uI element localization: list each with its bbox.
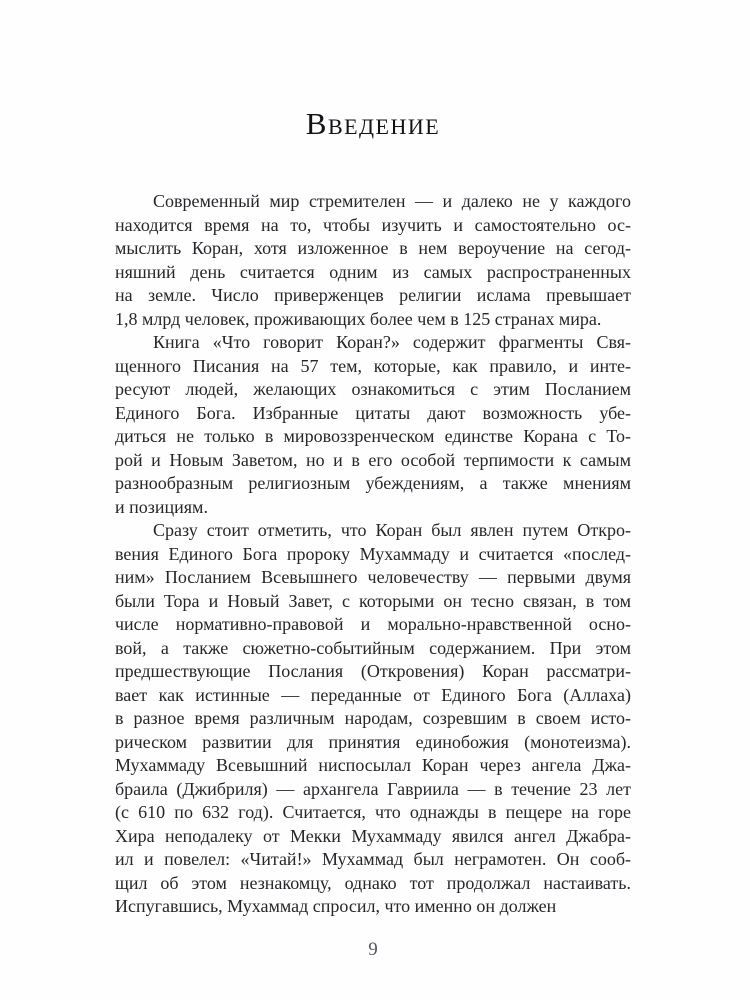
text-line: ил и повелел: «Читай!» Мухаммад был неграмотен. Он сооб- (115, 849, 631, 869)
text-line: находится время на то, чтобы изучить и самостоятельно ос- (115, 214, 631, 235)
text-line: рическом развитии для принятия единобожия (монотеизма). (115, 731, 631, 752)
body-text (115, 190, 631, 919)
text-line: на земле. Число приверженцев религии ислама превышает (115, 285, 631, 305)
text-line: няшний день считается одним из самых распространенных (115, 261, 631, 282)
text-line: предшествующие Послания (Откровения) Коран рассматри- (115, 661, 631, 681)
text-line: вает как истинные — переданные от Единого Бога (Аллаха) (115, 684, 631, 705)
text-line: вения Единого Бога пророку Мухаммаду и считается «послед- (115, 543, 631, 564)
text-line: мыслить Коран, хотя изложенное в нем вероучение на сегод- (115, 238, 631, 258)
text-line: были Тора и Новый Завет, с которыми он тесно связан, в том (115, 590, 631, 611)
text-line: щенного Писания на 57 тем, которые, как правило, и инте- (115, 355, 631, 376)
text-line: ним» Посланием Всевышнего человечеству — первыми двумя (115, 567, 631, 587)
text-line: ресуют людей, желающих ознакомиться с этим Посланием (115, 379, 631, 399)
text-line: диться не только в мировоззренческом единстве Корана с То- (115, 426, 631, 446)
text-line: Сразу стоит отметить, что Коран был явлен путем Откро- (153, 520, 631, 540)
text-line: и позициям. (115, 496, 208, 517)
text-line: в разное время различным народам, созревшим в своем исто- (115, 708, 631, 728)
text-line: (с 610 по 632 год). Считается, что однажды в пещере на горе (115, 802, 631, 822)
text-line: 1,8 млрд человек, проживающих более чем в 125 странах мира. (115, 308, 602, 329)
text-line: рой и Новым Заветом, но и в его особой терпимости к самым (115, 449, 631, 470)
text-line: щил об этом незнакомцу, однако тот продолжал настаивать. (115, 872, 631, 893)
text-line: Мухаммаду Всевышний ниспосылал Коран через ангела Джа- (115, 755, 631, 775)
page-number: 9 (368, 939, 378, 960)
text-line: Испугавшись, Мухаммад спросил, что именно он должен (115, 896, 557, 916)
chapter-title: Введение (305, 105, 441, 141)
text-line: вой, а также сюжетно-событийным содержанием. При этом (115, 637, 631, 658)
text-line: Хира неподалеку от Мекки Мухаммаду явился ангел Джабра- (115, 825, 631, 846)
text-line: Современный мир стремителен — и далеко не у каждого (153, 191, 631, 211)
text-line: числе нормативно-правовой и морально-нравственной осно- (115, 614, 631, 634)
text-line: Книга «Что говорит Коран?» содержит фрагменты Свя- (153, 332, 631, 352)
text-line: разнообразным религиозным убеждениям, а также мнениям (115, 473, 631, 493)
text-line: браила (Джибриля) — архангела Гавриила — в течение 23 лет (115, 778, 631, 799)
text-line: Единого Бога. Избранные цитаты дают возможность убе- (115, 402, 631, 423)
